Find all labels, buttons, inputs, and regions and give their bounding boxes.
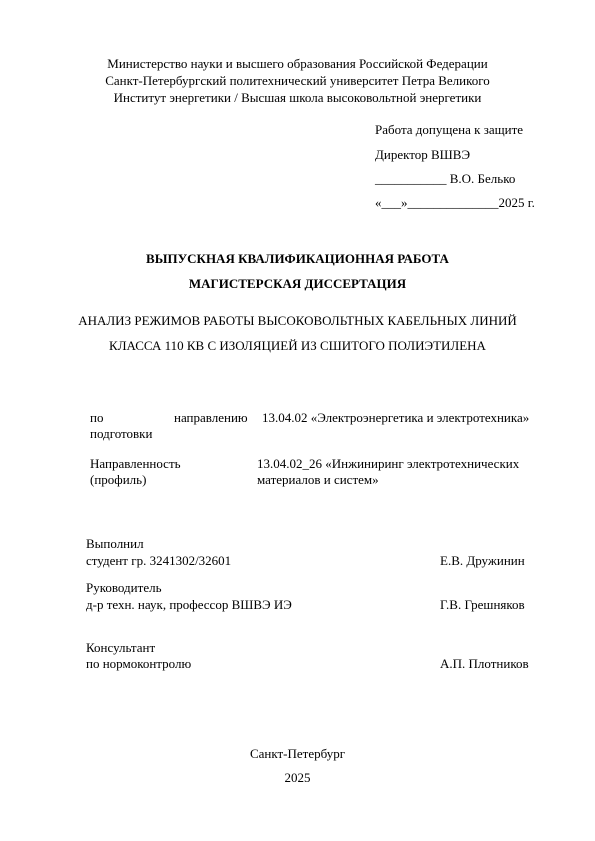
approval-director: Директор ВШВЭ [375, 147, 471, 162]
topic-line-1: АНАЛИЗ РЕЖИМОВ РАБОТЫ ВЫСОКОВОЛЬТНЫХ КАБЕЛЬНЫХ ЛИНИЙ [78, 313, 517, 328]
ministry-line: Министерство науки и высшего образования Российской Федерации [107, 56, 488, 71]
supervisor-label: Руководитель [86, 580, 162, 595]
consultant-role: по нормоконтролю [86, 656, 192, 671]
direction-value: 13.04.02 «Электроэнергетика и электротехника» [262, 410, 530, 425]
footer-year: 2025 [284, 770, 311, 785]
consultant-label: Консультант [86, 640, 156, 655]
degree-type: МАГИСТЕРСКАЯ ДИССЕРТАЦИЯ [188, 276, 407, 291]
supervisor-name: Г.В. Грешняков [440, 597, 525, 612]
consultant-name: А.П. Плотников [440, 656, 529, 671]
footer-city: Санкт-Петербург [249, 746, 346, 761]
profile-value-1: 13.04.02_26 «Инжиниринг электротехнических [257, 456, 520, 471]
profile-value-2: материалов и систем» [257, 472, 379, 487]
direction-label-podgotovki: подготовки [90, 426, 153, 441]
topic-line-2: КЛАССА 110 КВ С ИЗОЛЯЦИЕЙ ИЗ СШИТОГО ПОЛИЭТИЛЕНА [109, 338, 486, 353]
institute-line: Институт энергетики / Высшая школа высоковольтной энергетики [113, 90, 482, 105]
profile-label-2: (профиль) [90, 472, 147, 487]
supervisor-title: д-р техн. наук, профессор ВШВЭ ИЭ [86, 597, 292, 612]
profile-label-1: Направленность [90, 456, 181, 471]
approval-signature: ___________ В.О. Белько [375, 171, 516, 186]
university-line: Санкт-Петербургский политехнический университет Петра Великого [105, 73, 490, 88]
approval-date: «___»______________2025 г. [375, 195, 535, 210]
performer-name: Е.В. Дружинин [440, 553, 525, 568]
performer-group: студент гр. 3241302/32601 [86, 553, 232, 568]
direction-label-napravleniyu: направлению [174, 410, 248, 425]
direction-label-po: по [90, 410, 104, 425]
performer-label: Выполнил [86, 536, 144, 551]
work-type: ВЫПУСКНАЯ КВАЛИФИКАЦИОННАЯ РАБОТА [146, 251, 449, 266]
approval-admitted: Работа допущена к защите [375, 122, 524, 137]
